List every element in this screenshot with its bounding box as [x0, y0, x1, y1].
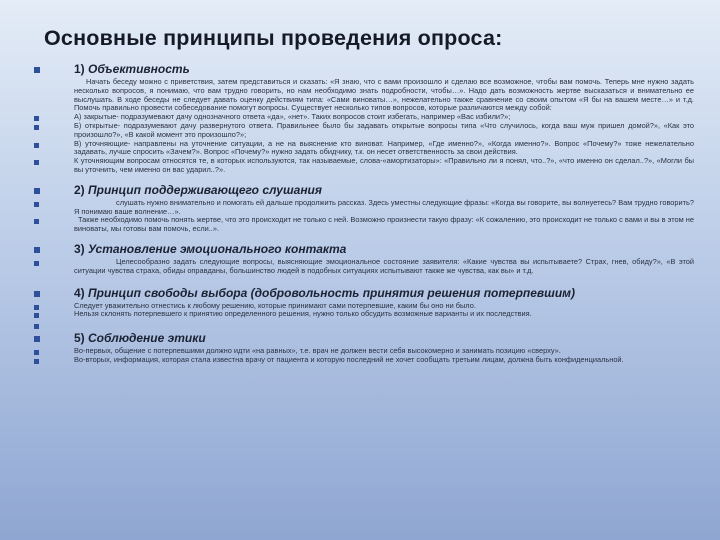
- section-heading-emotional-contact: 3) Установление эмоционального контакта: [34, 242, 694, 256]
- square-bullet-icon: [34, 247, 40, 253]
- section-heading-supportive-listening: 2) Принцип поддерживающего слушания: [34, 183, 694, 197]
- square-bullet-icon: [34, 143, 39, 148]
- square-bullet-icon: [34, 116, 39, 121]
- square-bullet-icon: [34, 188, 40, 194]
- paragraph: Б) открытые- подразумевают дачу развернутого ответа. Правильнее было бы задавать открытые вопросы типа «Что случилось, когда ваш муж пришел домой?», «Как это произошло?», «В какой момент это произошло?»;: [34, 122, 694, 140]
- paragraph: Во-первых, общение с потерпевшими должно идти «на равных», т.е. врач не должен вести себя высокомерно и занимать позицию «сверху».: [34, 347, 694, 356]
- square-bullet-icon: [34, 336, 40, 342]
- square-bullet-icon: [34, 125, 39, 130]
- paragraph: В) уточняющие- направлены на уточнение ситуации, а не на выяснение кто виноват. Например, «Где именно?», «Когда именно?». Вопрос «Почему?» тоже нежелательно задавать, лучше спросить «Зачем?». Вопрос «Почему?» нужно задать обидчику, т.к. он несет ответственность за свои действия.: [34, 140, 694, 158]
- square-bullet-icon: [34, 219, 39, 224]
- paragraph: Также необходимо помочь понять жертве, что это происходит не только с ней. Возможно произнести такую фразу: «К сожалению, это происходит не только с вами и вы в этом не виноваты, мы готовы вам помочь, если..».: [34, 216, 694, 234]
- square-bullet-icon: [34, 202, 39, 207]
- paragraph: Нельзя склонять потерпевшего к принятию определенного решения, нужно только обсудить возможные варианты и их последствия.: [34, 310, 694, 319]
- slide-title: Основные принципы проведения опроса:: [44, 26, 503, 50]
- paragraph: слушать нужно внимательно и помогать ей дальше продолжить рассказ. Здесь уместны следующие фразы: «Когда вы говорите, вы волнуетесь? Вам трудно говорить? Я понимаю ваше волнение…».: [34, 199, 694, 217]
- square-bullet-icon: [34, 313, 39, 318]
- square-bullet-icon: [34, 359, 39, 364]
- paragraph: К уточняющим вопросам относятся те, в которых используются, так называемые, слова-«амортизаторы»: «Правильно ли я понял, что..?», «что именно он сделал..?», «Могли бы вы уточнить, чем именно он вас ударил..?».: [34, 157, 694, 175]
- paragraph: Следует уважительно отнестись к любому решению, которые принимают сами потерпевшие, каким бы оно ни было.: [34, 302, 694, 311]
- paragraph: Во-вторых, информация, которая стала известна врачу от пациента и которую последний не хочет сообщать третьим лицам, должна быть конфиденциальной.: [34, 356, 694, 365]
- section-heading-freedom-of-choice: 4) Принцип свободы выбора (добровольность принятия решения потерпевшим): [34, 286, 694, 300]
- paragraph: А) закрытые- подразумевают дачу однозначного ответа «да», «нет». Таких вопросов стоит избегать, например «Вас избили?»;: [34, 113, 694, 122]
- square-bullet-icon: [34, 67, 40, 73]
- square-bullet-icon: [34, 350, 39, 355]
- section-heading-ethics: 5) Соблюдение этики: [34, 331, 694, 345]
- square-bullet-icon: [34, 305, 39, 310]
- slide-content: [34, 62, 694, 365]
- paragraph: Целесообразно задать следующие вопросы, выясняющие эмоциональное состояние заявителя: «Какие чувства вы испытываете? Страх, гнев, обиду?», «В этой ситуации чувства страха, обиды оправданы, большинство людей в подобных ситуациях испытывают также же чувства, как вы» и т.д.: [34, 258, 694, 276]
- paragraph: Начать беседу можно с приветствия, затем представиться и сказать: «Я знаю, что с вами произошло и сделаю все возможное, чтобы вам помочь. Теперь мне нужно задать несколько вопросов, я понимаю, что вам трудно говорить, но нам необходимо знать подробности, чтобы…». Надо дать возможность жертве высказаться и внимательно ее выслушать. В ходе беседы не следует давать оценку действиям типа: «Сами виноваты…», нежелательно также сравнение со своим опытом «Я бы на вашем месте…» и т.д. Помочь правильно провести собеседование помогут вопросы. Существует несколько типов вопросов, которые различаются между собой:: [74, 77, 694, 113]
- section-heading-objectivity: 1) Объективность: [34, 62, 694, 76]
- square-bullet-icon: [34, 291, 40, 297]
- square-bullet-icon: [34, 261, 39, 266]
- square-bullet-icon: [34, 324, 39, 329]
- square-bullet-icon: [34, 160, 39, 165]
- paragraph: [34, 319, 694, 329]
